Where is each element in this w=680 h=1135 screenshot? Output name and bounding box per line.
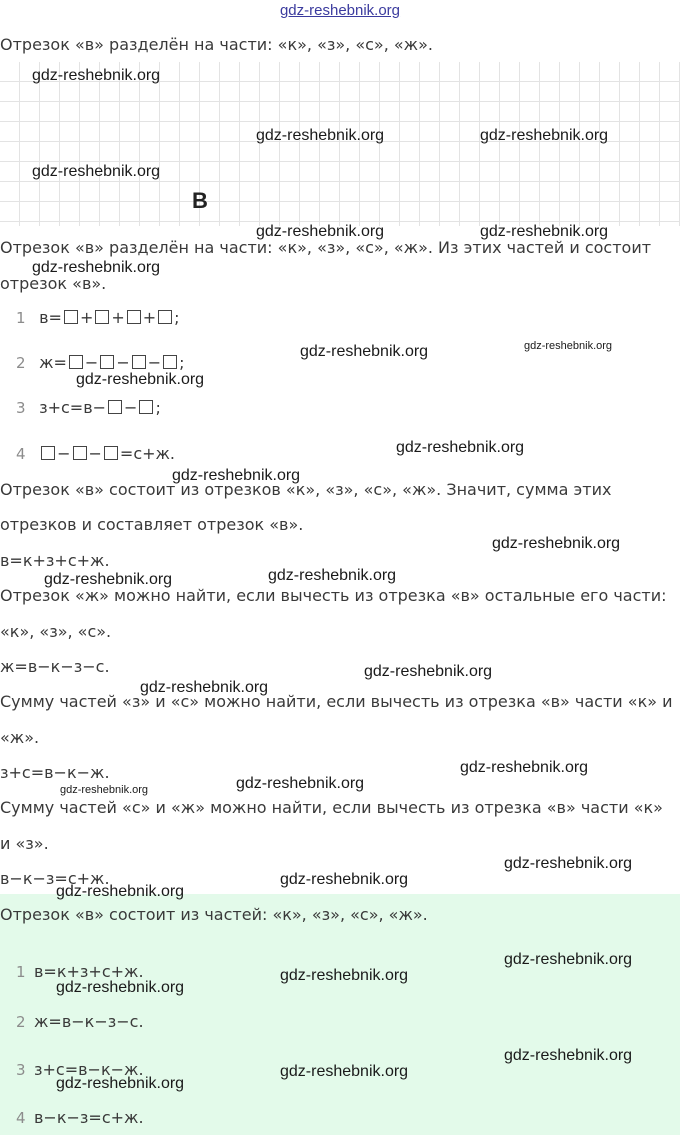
explanation-formula: з+с=в−к−ж. <box>0 763 110 782</box>
answer-box[interactable] <box>100 355 114 369</box>
explanation-line: и «з». <box>0 834 49 853</box>
answer-item-4: 4 в−к−з=с+ж. <box>16 1108 144 1127</box>
watermark: gdz-reshebnik.org <box>44 571 173 588</box>
answer-box[interactable] <box>108 400 122 414</box>
explanation-line: отрезков и составляет отрезок «в». <box>0 515 304 534</box>
watermark: gdz-reshebnik.org <box>504 855 633 872</box>
watermark: gdz-reshebnik.org <box>364 663 493 680</box>
watermark: gdz-reshebnik.org <box>480 223 609 240</box>
answer-box[interactable] <box>73 446 87 460</box>
watermark: gdz-reshebnik.org <box>256 223 385 240</box>
watermark: gdz-reshebnik.org <box>140 679 269 696</box>
watermark: gdz-reshebnik.org <box>460 759 589 776</box>
task-text-line-1: Отрезок «в» разделён на части: «к», «з», «с», «ж». Из этих частей и состоит <box>0 238 652 257</box>
answer-item-2: 2 ж=в−к−з−с. <box>16 1012 144 1031</box>
answer-item-3: 3 з+с=в−к−ж. <box>16 1060 144 1079</box>
watermark: gdz-reshebnik.org <box>32 163 161 180</box>
answer-box[interactable] <box>163 355 177 369</box>
watermark: gdz-reshebnik.org <box>396 439 525 456</box>
watermark: gdz-reshebnik.org <box>32 67 161 84</box>
task-number: 3 <box>16 399 26 417</box>
answer-box[interactable] <box>41 446 55 460</box>
watermark: gdz-reshebnik.org <box>56 883 185 900</box>
watermark: gdz-reshebnik.org <box>492 535 621 552</box>
explanation-line: Отрезок «ж» можно найти, если вычесть из отрезка «в» остальные его части: <box>0 586 667 605</box>
watermark: gdz-reshebnik.org <box>504 951 633 968</box>
watermark: gdz-reshebnik.org <box>280 967 409 984</box>
intro-text: Отрезок «в» разделён на части: «к», «з», «с», «ж». <box>0 35 433 54</box>
watermark: gdz-reshebnik.org <box>268 567 397 584</box>
answer-box[interactable] <box>69 355 83 369</box>
task-number: 4 <box>16 445 26 463</box>
explanation-formula: в−к−з=с+ж. <box>0 869 110 888</box>
watermark: gdz-reshebnik.org <box>504 1047 633 1064</box>
explanation-line: «ж». <box>0 728 40 747</box>
watermark: gdz-reshebnik.org <box>256 127 385 144</box>
answer-item-1: 1 в=к+з+с+ж. <box>16 962 144 981</box>
answer-title: Отрезок «в» состоит из частей: «к», «з», «с», «ж». <box>0 905 428 924</box>
watermark: gdz-reshebnik.org <box>32 259 161 276</box>
watermark: gdz-reshebnik.org <box>172 467 301 484</box>
task-4: 4 − − =с+ж. <box>16 444 176 463</box>
answer-box[interactable] <box>127 310 141 324</box>
task-text-line-2: отрезок «в». <box>0 274 107 293</box>
answer-box[interactable] <box>64 310 78 324</box>
watermark: gdz-reshebnik.org <box>280 1063 409 1080</box>
watermark: gdz-reshebnik.org <box>280 871 409 888</box>
explanation-formula: ж=в−к−з−с. <box>0 657 110 676</box>
watermark: gdz-reshebnik.org <box>524 340 613 352</box>
task-number: 2 <box>16 354 26 372</box>
watermark: gdz-reshebnik.org <box>56 1075 185 1092</box>
watermark: gdz-reshebnik.org <box>480 127 609 144</box>
watermark: gdz-reshebnik.org <box>236 775 365 792</box>
watermark: gdz-reshebnik.org <box>300 343 429 360</box>
explanation-line: Сумму частей «с» и «ж» можно найти, если вычесть из отрезка «в» части «к» <box>0 798 663 817</box>
task-3: 3 з+с=в− − ; <box>16 398 161 417</box>
watermark: gdz-reshebnik.org <box>76 371 205 388</box>
watermark: gdz-reshebnik.org <box>56 979 185 996</box>
explanation-line: Сумму частей «з» и «с» можно найти, если вычесть из отрезка «в» части «к» и <box>0 692 673 711</box>
watermark: gdz-reshebnik.org <box>60 784 149 796</box>
answer-box[interactable] <box>95 310 109 324</box>
answer-box[interactable] <box>132 355 146 369</box>
segment-label: В <box>192 188 208 213</box>
task-number: 1 <box>16 309 26 327</box>
task-2: 2 ж= − − − ; <box>16 353 185 372</box>
site-link[interactable]: gdz-reshebnik.org <box>279 2 401 19</box>
explanation-line: «к», «з», «с». <box>0 622 112 641</box>
explanation-formula: в=к+з+с+ж. <box>0 551 110 570</box>
task-1: 1 в= + + + ; <box>16 308 180 327</box>
answer-box[interactable] <box>158 310 172 324</box>
answer-box[interactable] <box>139 400 153 414</box>
explanation-line: Отрезок «в» состоит из отрезков «к», «з», «с», «ж». Значит, сумма этих <box>0 480 612 499</box>
answer-box[interactable] <box>104 446 118 460</box>
